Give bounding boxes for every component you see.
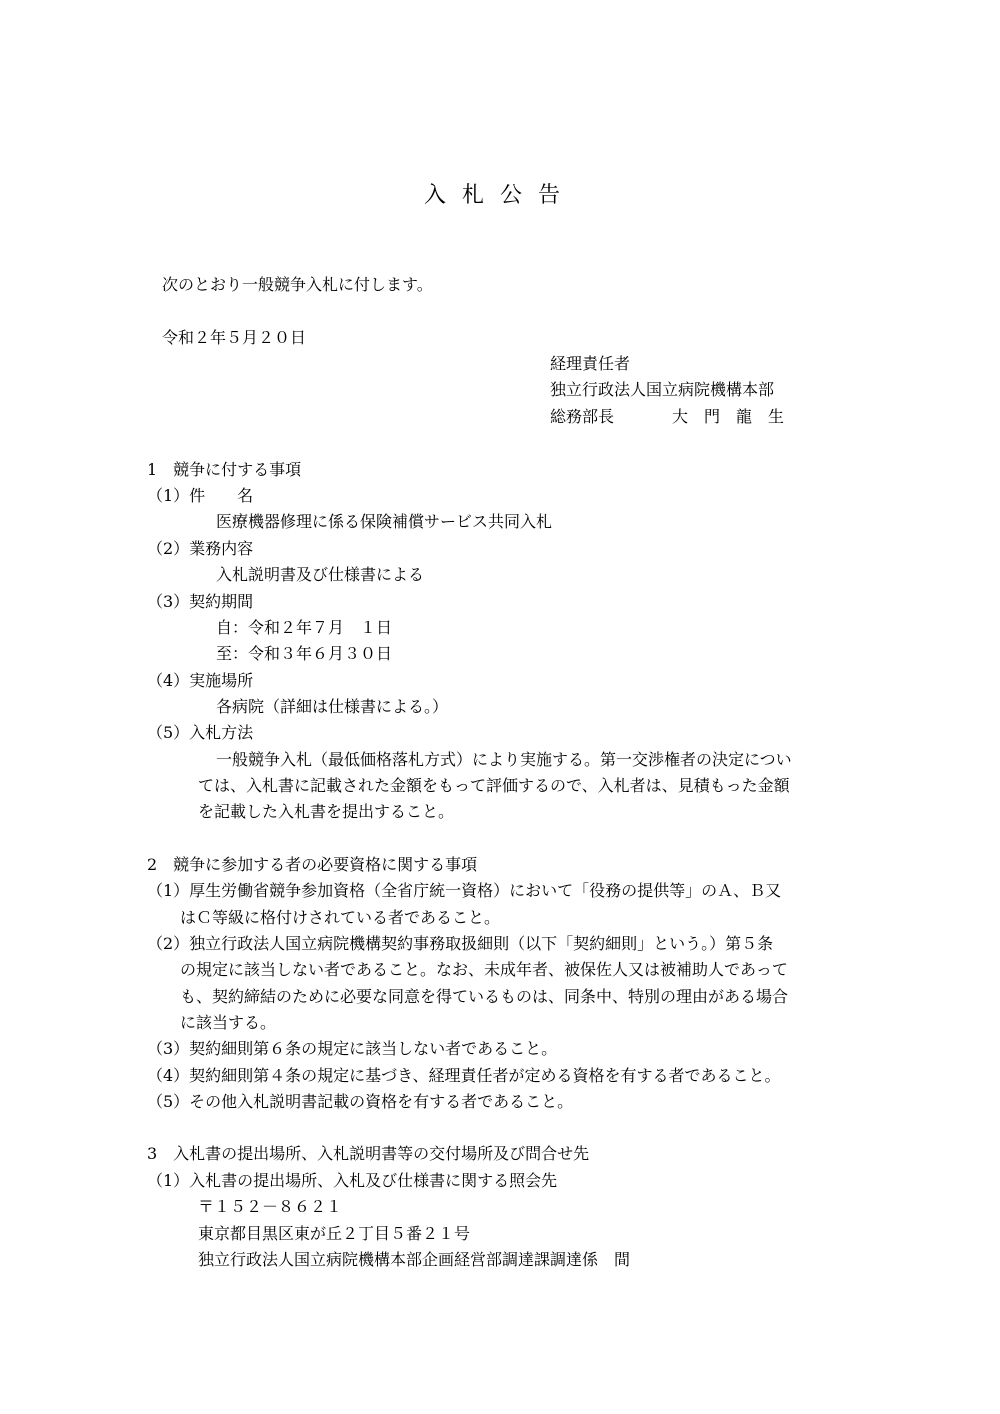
section-1-item-2-label: （2）業務内容	[147, 539, 254, 558]
section-3-heading: 3 入札書の提出場所、入札説明書等の交付場所及び問合せ先	[147, 1144, 590, 1163]
section-1-item-5-line-1: 一般競争入札（最低価格落札方式）により実施する。第一交渉権者の決定につい	[216, 750, 792, 769]
section-1-item-5-line-2: ては、入札書に記載された金額をもって評価するので、入札者は、見積もった金額	[198, 776, 790, 795]
section-3-address: 東京都目黒区東が丘２丁目５番２１号	[198, 1224, 471, 1243]
section-1-item-2-text: 入札説明書及び仕様書による	[216, 565, 425, 584]
section-1-item-3-to: 至：令和３年６月３０日	[216, 644, 393, 663]
section-2-item-2-line-2: の規定に該当しない者であること。なお、未成年者、被保佐人又は被補助人であって	[180, 960, 788, 979]
section-1-item-1-label: （1）件 名	[147, 486, 254, 505]
section-2-item-2-line-3: も、契約締結のために必要な同意を得ているものは、同条中、特別の理由がある場合	[180, 987, 789, 1006]
section-1-item-4-label: （4）実施場所	[147, 671, 254, 690]
section-2-item-1-line-2: はＣ等級に格付けされている者であること。	[180, 908, 501, 927]
issuer-position: 総務部長	[550, 407, 615, 426]
section-3-postal-code: 〒１５２－８６２１	[198, 1197, 343, 1216]
intro-text: 次のとおり一般競争入札に付します。	[162, 275, 433, 294]
section-1-heading: 1 競争に付する事項	[147, 460, 302, 479]
section-1-item-3-from: 自：令和２年７月 １日	[216, 618, 393, 637]
section-2-item-1-line-1: （1）厚生労働省競争参加資格（全省庁統一資格）において「役務の提供等」のＡ、Ｂ又	[147, 881, 782, 900]
section-2-item-2-line-4: に該当する。	[180, 1013, 277, 1032]
issuer-role: 経理責任者	[550, 354, 631, 373]
section-2-heading: 2 競争に参加する者の必要資格に関する事項	[147, 855, 478, 874]
section-1-item-3-label: （3）契約期間	[147, 592, 254, 611]
section-1-item-5-label: （5）入札方法	[147, 723, 254, 742]
section-2-item-2-line-1: （2）独立行政法人国立病院機構契約事務取扱細則（以下「契約細則」という。）第５条	[147, 934, 774, 953]
section-1-item-4-text: 各病院（詳細は仕様書による。）	[216, 697, 449, 716]
section-1-item-5-line-3: を記載した入札書を提出すること。	[198, 802, 455, 821]
section-2-item-4: （4）契約細則第４条の規定に基づき、経理責任者が定める資格を有する者であること。	[147, 1066, 781, 1085]
section-3-office: 独立行政法人国立病院機構本部企画経営部調達課調達係 間	[198, 1250, 631, 1269]
section-2-item-3: （3）契約細則第６条の規定に該当しない者であること。	[147, 1039, 558, 1058]
issuer-org: 独立行政法人国立病院機構本部	[550, 380, 775, 399]
page-title: 入札公告	[423, 183, 576, 208]
section-3-item-1-label: （1）入札書の提出場所、入札及び仕様書に関する照会先	[147, 1171, 558, 1190]
issuer-name: 大 門 龍 生	[672, 407, 785, 426]
section-2-item-5: （5）その他入札説明書記載の資格を有する者であること。	[147, 1092, 574, 1111]
section-1-item-1-text: 医療機器修理に係る保険補償サービス共同入札	[216, 512, 553, 531]
notice-date: 令和２年５月２０日	[162, 328, 307, 347]
